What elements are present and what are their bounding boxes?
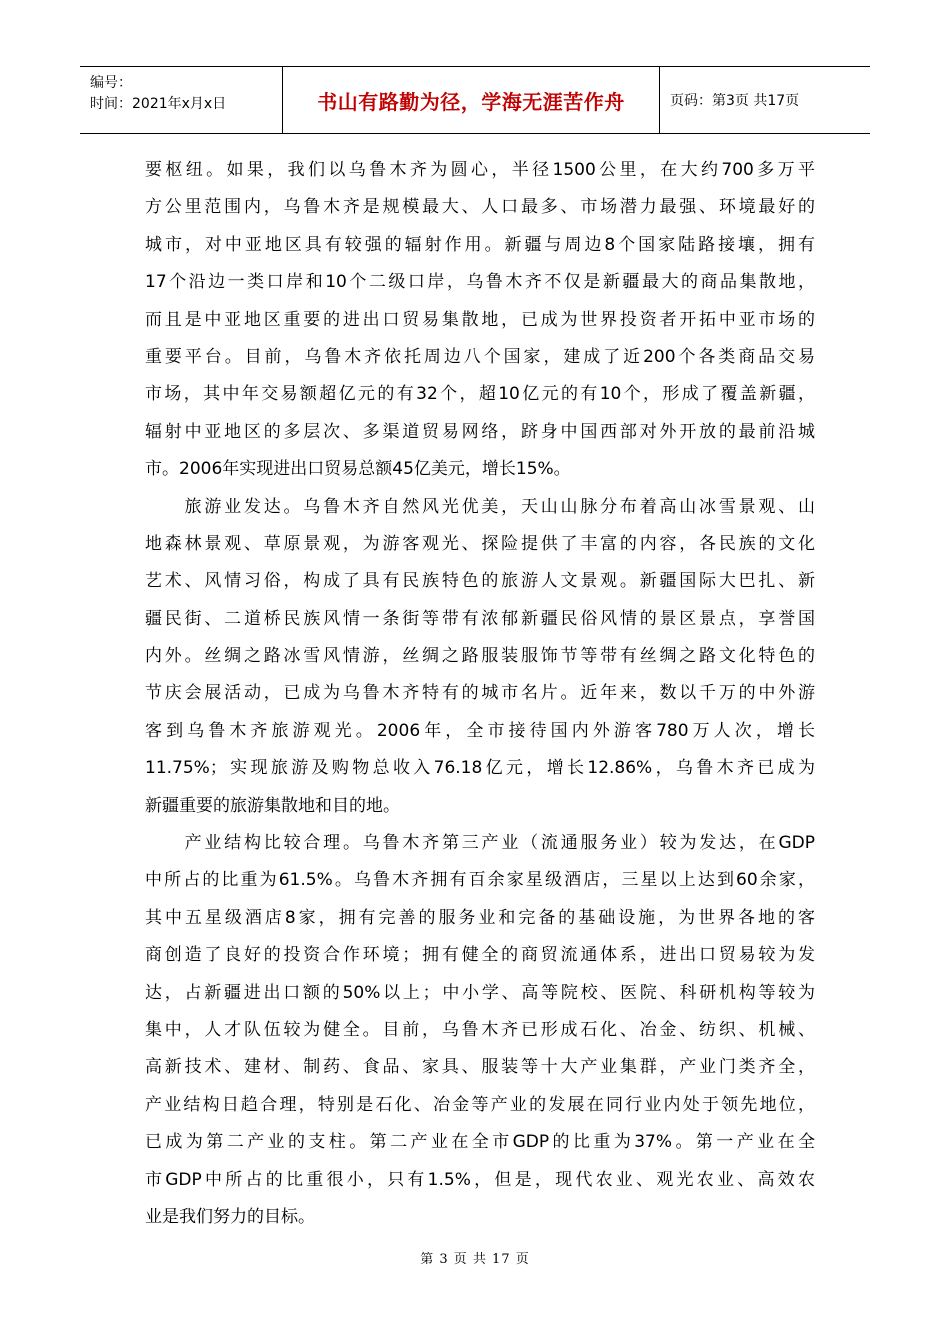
page-footer: 第 3 页 共 17 页 [420,1252,530,1267]
header-meta-cell [80,67,283,133]
body-text-line: 市场，其中年交易额超亿元的有32个，超10亿元的有10个，形成了覆盖新疆， [145,384,815,405]
body-text-line: 中所占的比重为61.5%。乌鲁木齐拥有百余家星级酒店，三星以上达到60余家， [145,870,815,891]
document-number-label: 编号： [90,75,132,91]
body-text-line: 城市，对中亚地区具有较强的辐射作用。新疆与周边8个国家陆路接壤，拥有 [145,234,815,255]
body-text-line: 其中五星级酒店8家，拥有完善的服务业和完备的基础设施，为世界各地的客 [145,907,815,928]
body-text-line: 艺术、风情习俗，构成了具有民族特色的旅游人文景观。新疆国际大巴扎、新 [145,571,815,592]
body-text-line: 产业结构日趋合理，特别是石化、冶金等产业的发展在同行业内处于领先地位， [145,1094,815,1115]
body-text-line: 疆民街、二道桥民族风情一条街等带有浓郁新疆民俗风情的景区景点，享誉国 [145,608,815,629]
header-page-cell [660,67,870,133]
body-text-line: 方公里范围内，乌鲁木齐是规模最大、人口最多、市场潜力最强、环境最好的 [145,197,815,218]
body-text-line: 市GDP中所占的比重很小，只有1.5%，但是，现代农业、观光农业、高效农 [145,1169,815,1190]
body-text-line: 已成为第二产业的支柱。第二产业在全市GDP的比重为37%。第一产业在全 [145,1132,815,1153]
body-text-line: 旅游业发达。乌鲁木齐自然风光优美，天山山脉分布着高山冰雪景观、山 [145,496,815,517]
body-text-line: 内外。丝绸之路冰雪风情游，丝绸之路服装服饰节等带有丝绸之路文化特色的 [145,646,815,667]
header-motto: 书山有路勤为径，学海无涯苦作舟 [317,89,625,114]
body-text-line: 而且是中亚地区重要的进出口贸易集散地，已成为世界投资者开拓中亚市场的 [145,309,815,330]
body-text-line: 商创造了良好的投资合作环境；拥有健全的商贸流通体系，进出口贸易较为发 [145,945,815,966]
body-text-line: 11.75%；实现旅游及购物总收入76.18亿元，增长12.86%，乌鲁木齐已成为 [145,758,815,779]
body-text-line: 要枢纽。如果，我们以乌鲁木齐为圆心，半径1500公里，在大约700多万平 [145,160,815,180]
document-body [145,152,815,1236]
document-time-label: 时间：2021年x月x日 [90,96,227,112]
body-text-line: 业是我们努力的目标。 [145,1206,315,1227]
body-text-line: 17个沿边一类口岸和10个二级口岸，乌鲁木齐不仅是新疆最大的商品集散地， [145,272,815,293]
body-text-line: 客到乌鲁木齐旅游观光。2006年，全市接待国内外游客780万人次，增长 [145,720,815,741]
body-text-line: 节庆会展活动，已成为乌鲁木齐特有的城市名片。近年来，数以千万的中外游 [145,683,815,704]
body-text-line: 达，占新疆进出口额的50%以上；中小学、高等院校、医院、科研机构等较为 [145,982,815,1003]
body-text-line: 高新技术、建材、制药、食品、家具、服装等十大产业集群，产业门类齐全， [145,1057,815,1078]
body-text-line: 辐射中亚地区的多层次、多渠道贸易网络，跻身中国西部对外开放的最前沿城 [145,421,815,442]
body-text-line: 重要平台。目前，乌鲁木齐依托周边八个国家，建成了近200个各类商品交易 [145,346,815,367]
body-text-line: 集中，人才队伍较为健全。目前，乌鲁木齐已形成石化、冶金、纺织、机械、 [145,1019,815,1040]
header-motto-cell [283,67,660,133]
body-text-line: 产业结构比较合理。乌鲁木齐第三产业（流通服务业）较为发达，在GDP [145,833,815,854]
header-page-number: 页码：第3页 共17页 [670,93,800,109]
body-text-line: 新疆重要的旅游集散地和目的地。 [145,795,400,816]
page-header [80,66,870,134]
body-text-line: 地森林景观、草原景观，为游客观光、探险提供了丰富的内容，各民族的文化 [145,533,815,554]
body-text-line: 市。2006年实现进出口贸易总额45亿美元，增长15%。 [145,459,571,480]
